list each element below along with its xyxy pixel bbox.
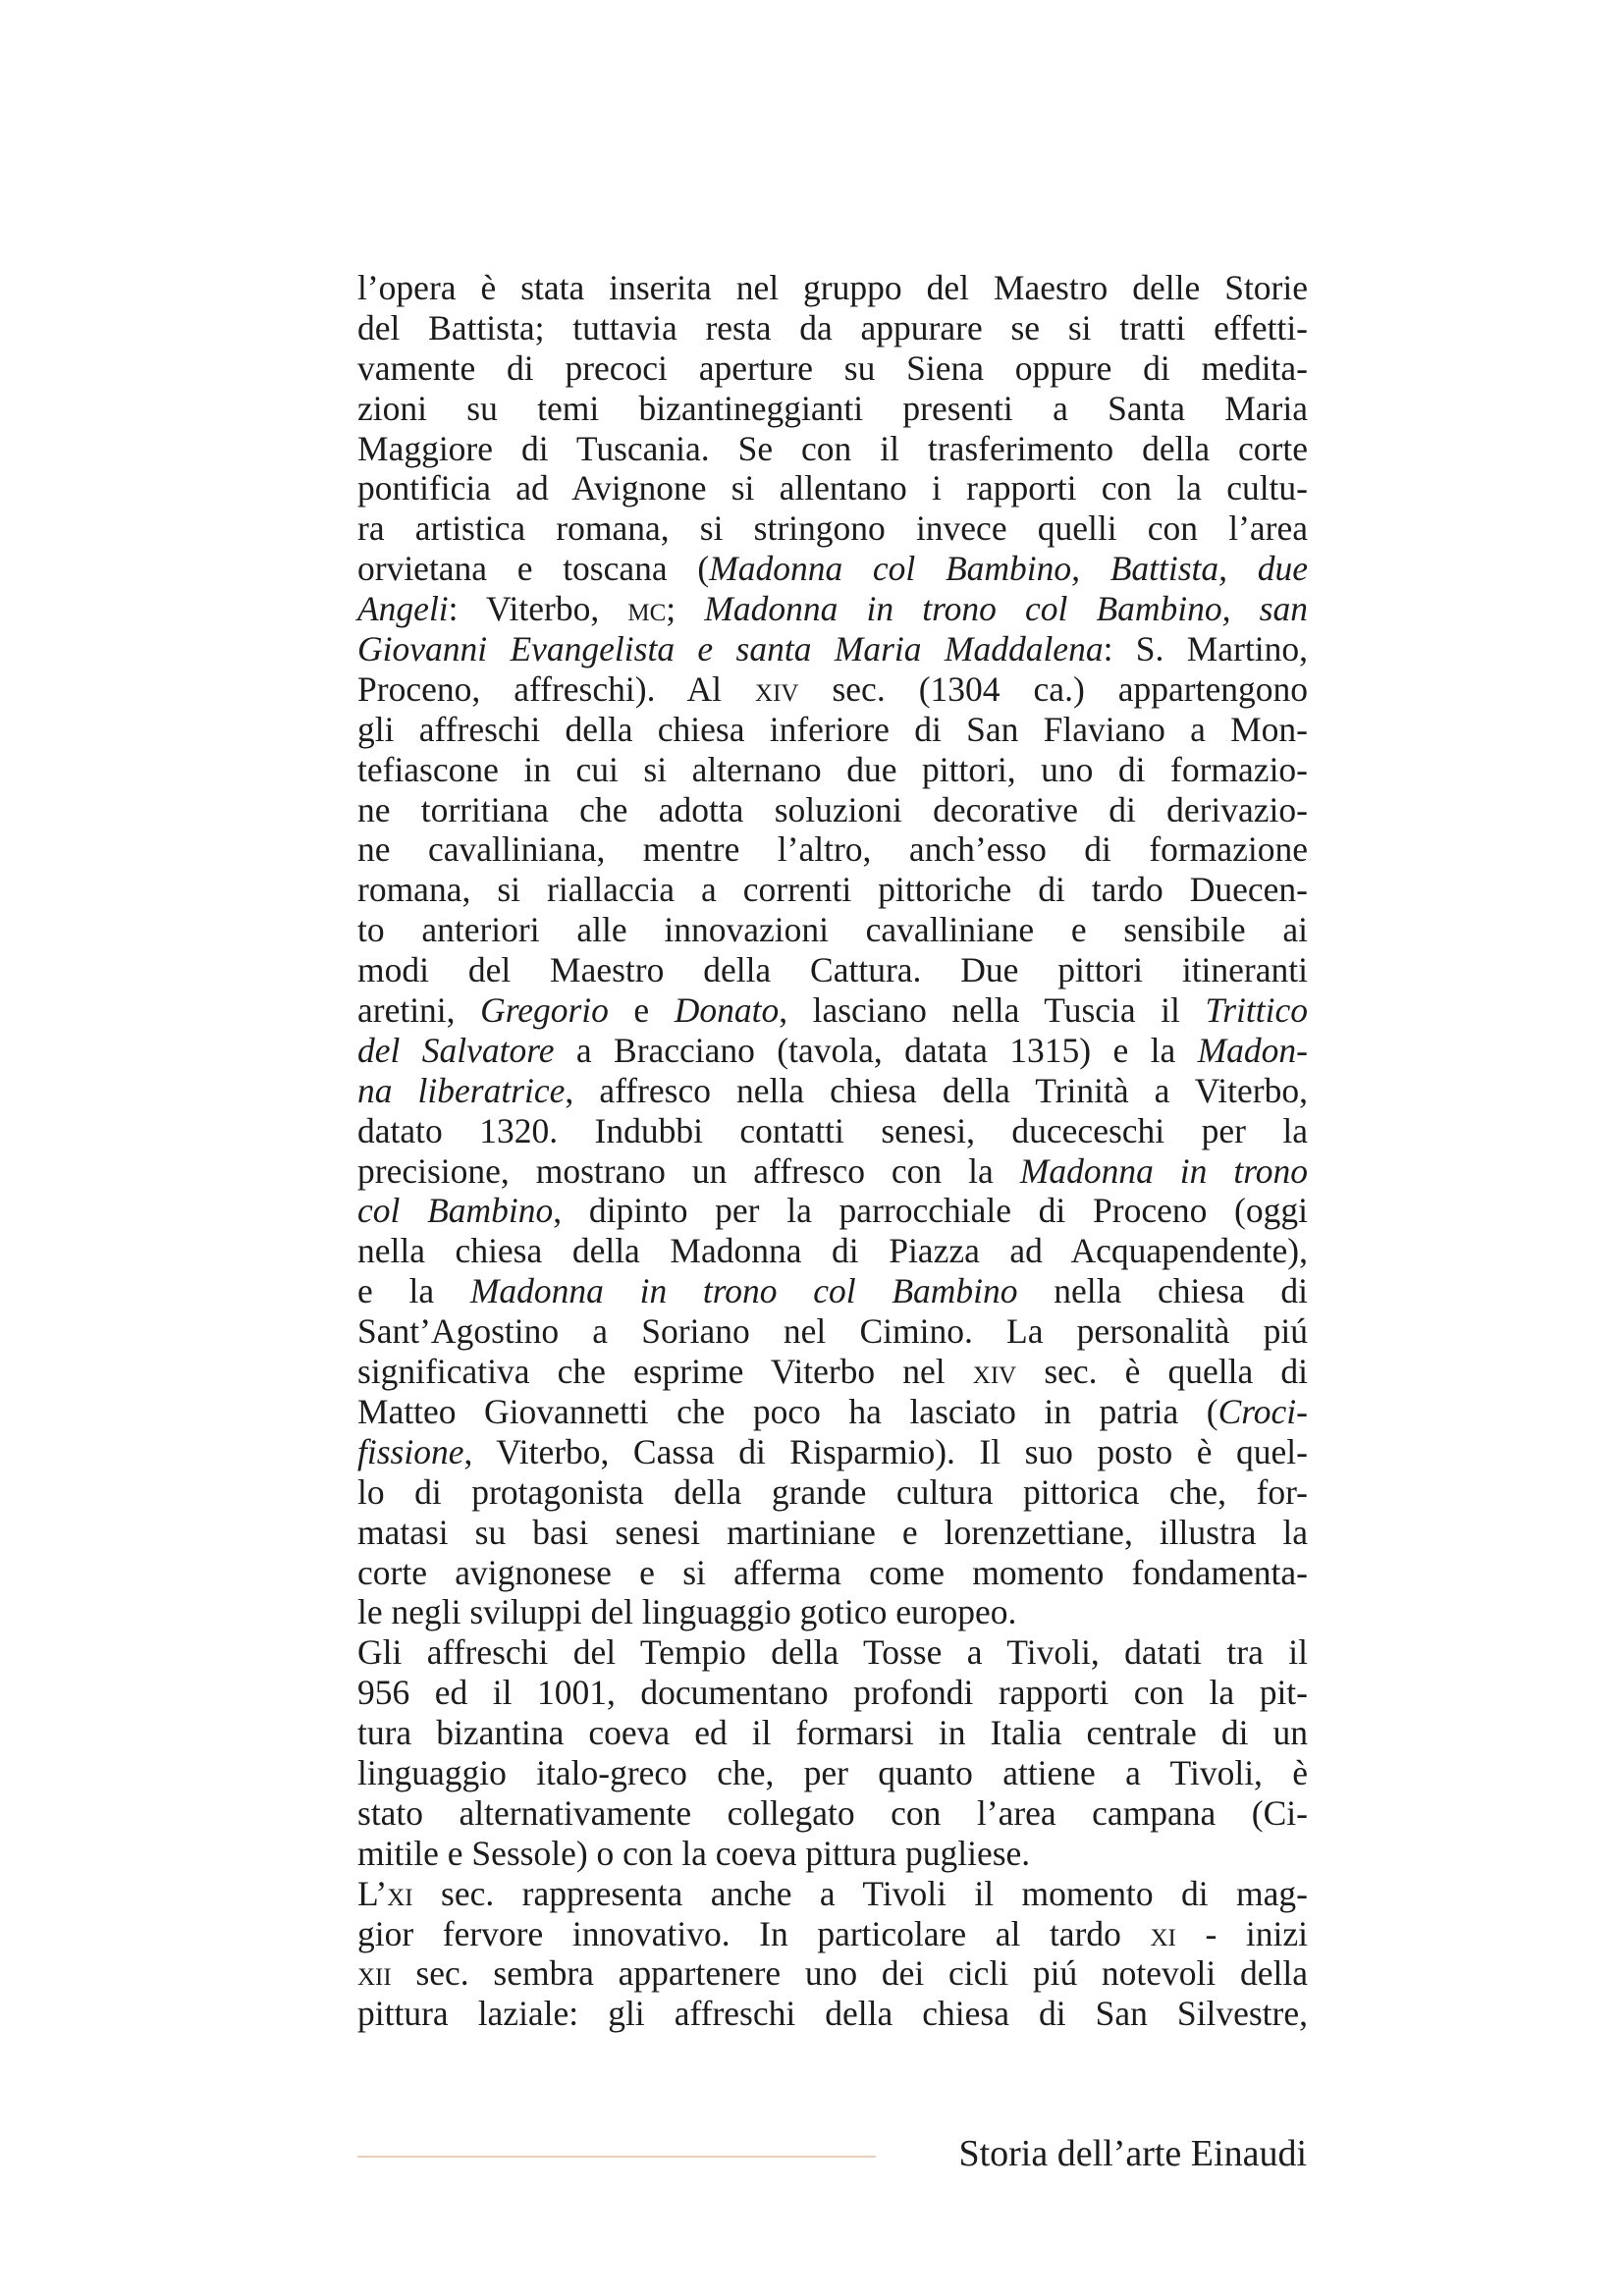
text-segment: to anteriori alle innovazioni cavalliniane e sensibile ai <box>357 910 1308 950</box>
text-line <box>357 1673 1308 1713</box>
text-segment: sec. rappresenta anche a Tivoli il momento di mag- <box>412 1873 1308 1913</box>
text-segment: Maggiore di Tuscania. Se con il trasferimento della corte <box>357 428 1308 468</box>
text-line <box>357 1953 1308 1994</box>
italic-text: fissione <box>357 1431 464 1471</box>
text-segment: Matteo Giovannetti che poco ha lasciato in patria ( <box>357 1391 1218 1431</box>
text-segment: e <box>608 990 675 1031</box>
text-line <box>357 348 1308 389</box>
text-line <box>357 1793 1308 1834</box>
text-line <box>357 950 1308 990</box>
italic-text: Giovanni Evangelista e santa Maria Maddalena <box>357 629 1104 669</box>
text-segment: nella chiesa della Madonna di Piazza ad Acquapendente), <box>357 1231 1308 1271</box>
text-line <box>357 589 1308 629</box>
italic-text: Madonna col Bambino, Battista, due <box>709 549 1308 589</box>
italic-text: Madonna in trono <box>1019 1150 1308 1191</box>
text-line <box>357 1472 1308 1513</box>
text-segment: zioni su temi bizantineggianti presenti a Santa Maria <box>357 388 1308 428</box>
text-line <box>357 1231 1308 1271</box>
text-line <box>357 549 1308 589</box>
text-segment: nella chiesa di <box>1017 1271 1308 1311</box>
text-line <box>357 1513 1308 1553</box>
text-segment: : Viterbo, <box>448 589 628 629</box>
text-line <box>357 1352 1308 1392</box>
text-line <box>357 1271 1308 1311</box>
text-segment: orvietana e toscana ( <box>357 549 710 589</box>
text-segment: tefiascone in cui si alternano due pittori, uno di formazio- <box>357 749 1308 789</box>
text-segment: Sant’Agostino a Soriano nel Cimino. La personalità piú <box>357 1311 1308 1352</box>
text-line <box>357 1191 1308 1231</box>
text-segment: Gli affreschi del Tempio della Tosse a Tivoli, datati tra il <box>357 1632 1308 1673</box>
italic-text: col Bambino <box>357 1191 554 1231</box>
text-segment: sec. è quella di <box>1016 1352 1309 1392</box>
text-line <box>357 750 1308 790</box>
text-segment: precisione, mostrano un affresco con la <box>357 1150 1020 1191</box>
small-caps-text: xi <box>387 1873 413 1913</box>
text-segment: modi del Maestro della Cattura. Due pittori itineranti <box>357 950 1308 990</box>
text-line <box>357 1311 1308 1352</box>
text-segment: matasi su basi senesi martiniane e lorenzettiane, illustra la <box>357 1512 1308 1552</box>
text-segment: linguaggio italo-greco che, per quanto attiene a Tivoli, è <box>357 1752 1308 1792</box>
text-line <box>357 1031 1308 1071</box>
text-line <box>357 1874 1308 1914</box>
text-line <box>357 910 1308 950</box>
text-line <box>357 1753 1308 1793</box>
text-segment: del Battista; tuttavia resta da appurare se si tratti effetti- <box>357 307 1308 347</box>
text-line <box>357 710 1308 750</box>
small-caps-text: xii <box>357 1953 392 1994</box>
text-segment: , lasciano nella Tuscia il <box>779 990 1206 1031</box>
text-segment: gior fervore innovativo. In particolare al tardo <box>357 1913 1151 1953</box>
text-line <box>357 429 1308 469</box>
text-segment: : S. Martino, <box>1103 629 1308 669</box>
text-line <box>357 1071 1308 1111</box>
text-segment: a Bracciano (tavola, datata 1315) e la <box>554 1030 1198 1070</box>
italic-text: Gregorio <box>480 990 609 1031</box>
text-segment: 956 ed il 1001, documentano profondi rapporti con la pit- <box>357 1673 1308 1713</box>
small-caps-text: xiv <box>972 1352 1017 1392</box>
italic-text: Donato <box>674 990 780 1031</box>
text-segment: pittura laziale: gli affreschi della chiesa di San Silvestre, <box>357 1994 1308 2034</box>
text-line <box>357 1713 1308 1753</box>
italic-text: Madon- <box>1197 1030 1309 1070</box>
text-segment: significativa che esprime Viterbo nel <box>357 1352 973 1392</box>
text-line <box>357 870 1308 910</box>
text-segment: , Viterbo, Cassa di Risparmio). Il suo posto è quel- <box>463 1431 1308 1471</box>
text-line <box>357 1111 1308 1151</box>
text-line <box>357 1994 1308 2034</box>
text-segment: ra artistica romana, si stringono invece quelli con l’area <box>357 508 1308 549</box>
text-line <box>357 1392 1308 1432</box>
text-line <box>357 1553 1308 1593</box>
italic-text: Madonna in trono col Bambino, san <box>704 589 1308 629</box>
text-line <box>357 790 1308 830</box>
text-segment: , affresco nella chiesa della Trinità a Viterbo, <box>565 1070 1308 1110</box>
footer-title: Storia dell’arte Einaudi <box>958 2133 1307 2174</box>
text-line <box>357 990 1308 1031</box>
text-segment: , dipinto per la parrocchiale di Proceno (oggi <box>553 1191 1308 1231</box>
text-segment: - inizi <box>1175 1913 1308 1953</box>
body-text <box>357 268 1308 2034</box>
text-line <box>357 1914 1308 1954</box>
text-segment: sec. sembra appartenere uno dei cicli piú notevoli della <box>391 1953 1308 1994</box>
text-segment: gli affreschi della chiesa inferiore di San Flaviano a Mon- <box>357 709 1308 749</box>
text-segment: ; <box>666 589 705 629</box>
italic-text: Madonna in trono col Bambino <box>469 1271 1018 1311</box>
text-line <box>357 308 1308 348</box>
text-line <box>357 669 1308 710</box>
text-segment: datato 1320. Indubbi contatti senesi, duceceschi per la <box>357 1110 1308 1150</box>
text-line <box>357 268 1308 308</box>
text-line <box>357 1432 1308 1472</box>
text-line <box>357 629 1308 669</box>
italic-text: Trittico <box>1205 990 1308 1031</box>
text-line <box>357 389 1308 429</box>
italic-text: na liberatrice <box>357 1070 566 1110</box>
text-line <box>357 1151 1308 1192</box>
text-segment: l’opera è stata inserita nel gruppo del Maestro delle Storie <box>357 268 1308 307</box>
text-line <box>357 829 1308 870</box>
small-caps-text: xi <box>1150 1913 1176 1953</box>
text-line <box>357 468 1308 508</box>
text-segment: pontificia ad Avignone si allentano i rapporti con la cultu- <box>357 468 1308 508</box>
text-segment: sec. (1304 ca.) appartengono <box>798 668 1308 709</box>
text-segment: lo di protagonista della grande cultura pittorica che, for- <box>357 1471 1308 1512</box>
small-caps-text: xiv <box>755 668 799 709</box>
text-segment: Proceno, affreschi). Al <box>357 668 756 709</box>
italic-text: Croci- <box>1217 1391 1308 1431</box>
text-line <box>357 1632 1308 1673</box>
text-segment: e la <box>357 1271 470 1311</box>
text-segment: ne cavalliniana, mentre l’altro, anch’esso di formazione <box>357 829 1308 870</box>
text-line <box>357 1834 1308 1874</box>
text-segment: L’ <box>357 1873 388 1913</box>
footer-rule <box>357 2156 876 2158</box>
text-segment: mitile e Sessole) o con la coeva pittura pugliese. <box>357 1833 1031 1873</box>
text-segment: tura bizantina coeva ed il formarsi in Italia centrale di un <box>357 1713 1308 1753</box>
italic-text: del Salvatore <box>357 1030 555 1070</box>
text-line <box>357 1592 1308 1632</box>
text-segment: le negli sviluppi del linguaggio gotico europeo. <box>357 1592 1017 1632</box>
text-segment: aretini, <box>357 990 481 1031</box>
text-segment: ne torritiana che adotta soluzioni decorative di derivazio- <box>357 789 1308 829</box>
text-line <box>357 508 1308 549</box>
text-segment: stato alternativamente collegato con l’area campana (Ci- <box>357 1792 1308 1833</box>
text-segment: vamente di precoci aperture su Siena oppure di medita- <box>357 347 1308 388</box>
text-segment: corte avignonese e si afferma come momento fondamenta- <box>357 1552 1308 1592</box>
text-segment: romana, si riallaccia a correnti pittoriche di tardo Duecen- <box>357 870 1308 910</box>
small-caps-text: mc <box>627 589 667 629</box>
italic-text: Angeli <box>357 589 449 629</box>
